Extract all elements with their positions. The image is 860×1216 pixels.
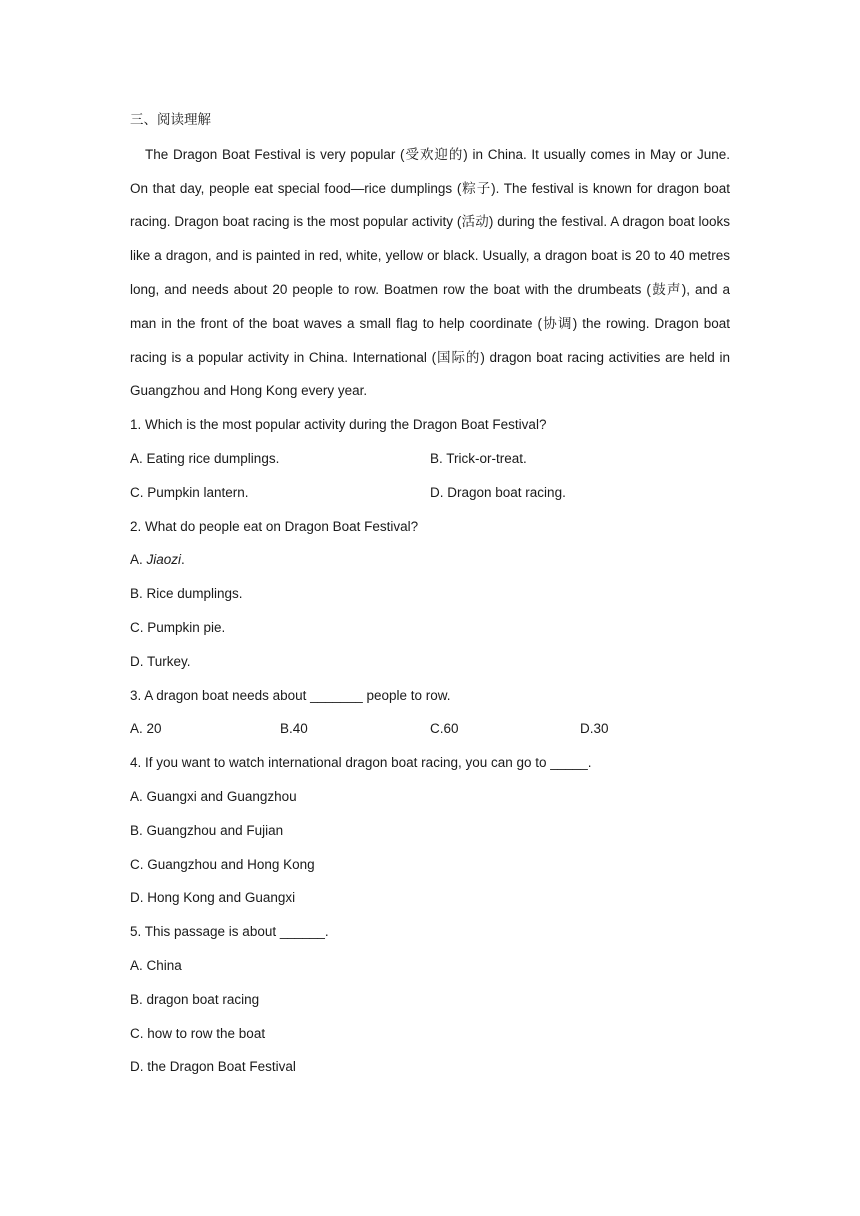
question-2-option-a-suffix: . — [181, 552, 185, 568]
question-1-stem: 1. Which is the most popular activity during the Dragon Boat Festival? — [130, 417, 547, 433]
document-page — [130, 104, 730, 1084]
question-1-options-row-1 — [130, 442, 730, 476]
question-2-option-a-prefix: A. — [130, 552, 147, 568]
question-3-options-row — [130, 712, 730, 746]
question-5-stem: 5. This passage is about ______. — [130, 924, 329, 940]
question-5-option-d: D. the Dragon Boat Festival — [130, 1059, 296, 1075]
question-4-option-a: A. Guangxi and Guangzhou — [130, 788, 297, 804]
question-2-stem: 2. What do people eat on Dragon Boat Festival? — [130, 518, 419, 534]
question-2-option-b: B. Rice dumplings. — [130, 586, 243, 602]
question-5-option-b: B. dragon boat racing — [130, 991, 260, 1007]
question-3-stem: 3. A dragon boat needs about _______ people to row. — [130, 687, 451, 703]
question-5-option-a: A. China — [130, 957, 182, 973]
question-3-option-b: B.40 — [280, 721, 308, 737]
question-3-option-a: A. 20 — [130, 721, 162, 737]
question-1-option-b: B. Trick-or-treat. — [430, 450, 527, 466]
question-4-option-c: C. Guangzhou and Hong Kong — [130, 856, 315, 872]
question-5-option-c: C. how to row the boat — [130, 1025, 266, 1041]
question-2-option-a — [130, 543, 730, 577]
question-1-option-c: C. Pumpkin lantern. — [130, 484, 249, 500]
question-4-stem: 4. If you want to watch international dragon boat racing, you can go to _____. — [130, 755, 592, 771]
question-2-option-a-word: Jiaozi — [146, 552, 182, 568]
question-1-option-a: A. Eating rice dumplings. — [130, 450, 280, 466]
question-2-option-d: D. Turkey. — [130, 653, 191, 669]
question-3-option-d: D.30 — [580, 721, 609, 737]
question-4-option-d: D. Hong Kong and Guangxi — [130, 890, 296, 906]
question-1-options-row-2 — [130, 476, 730, 510]
question-4-option-b: B. Guangzhou and Fujian — [130, 822, 284, 838]
reading-passage: The Dragon Boat Festival is very popular (受欢迎的) in China. It usually comes in May or June. On that day, people eat special food—rice dumplings (粽子). The festival is known for dragon boat racing. Dragon boat racing is the most popular activity (活动) during the festival. A dragon boat looks like a dragon, and is painted in red, white, yellow or black. Usually, a dragon boat is 20 to 40 metres long, and needs about 20 people to row. Boatmen row the boat with the drumbeats (鼓声), and a man in the front of the boat waves a small flag to help coordinate (协调) the rowing. Dragon boat racing is a popular activity in China. International (国际的) dragon boat racing activities are held in Guangzhou and Hong Kong every year. — [130, 146, 730, 399]
question-1-option-d: D. Dragon boat racing. — [430, 484, 566, 500]
question-3-option-c: C.60 — [430, 721, 459, 737]
question-2-option-c: C. Pumpkin pie. — [130, 619, 226, 635]
section-heading: 三、阅读理解 — [130, 112, 211, 128]
